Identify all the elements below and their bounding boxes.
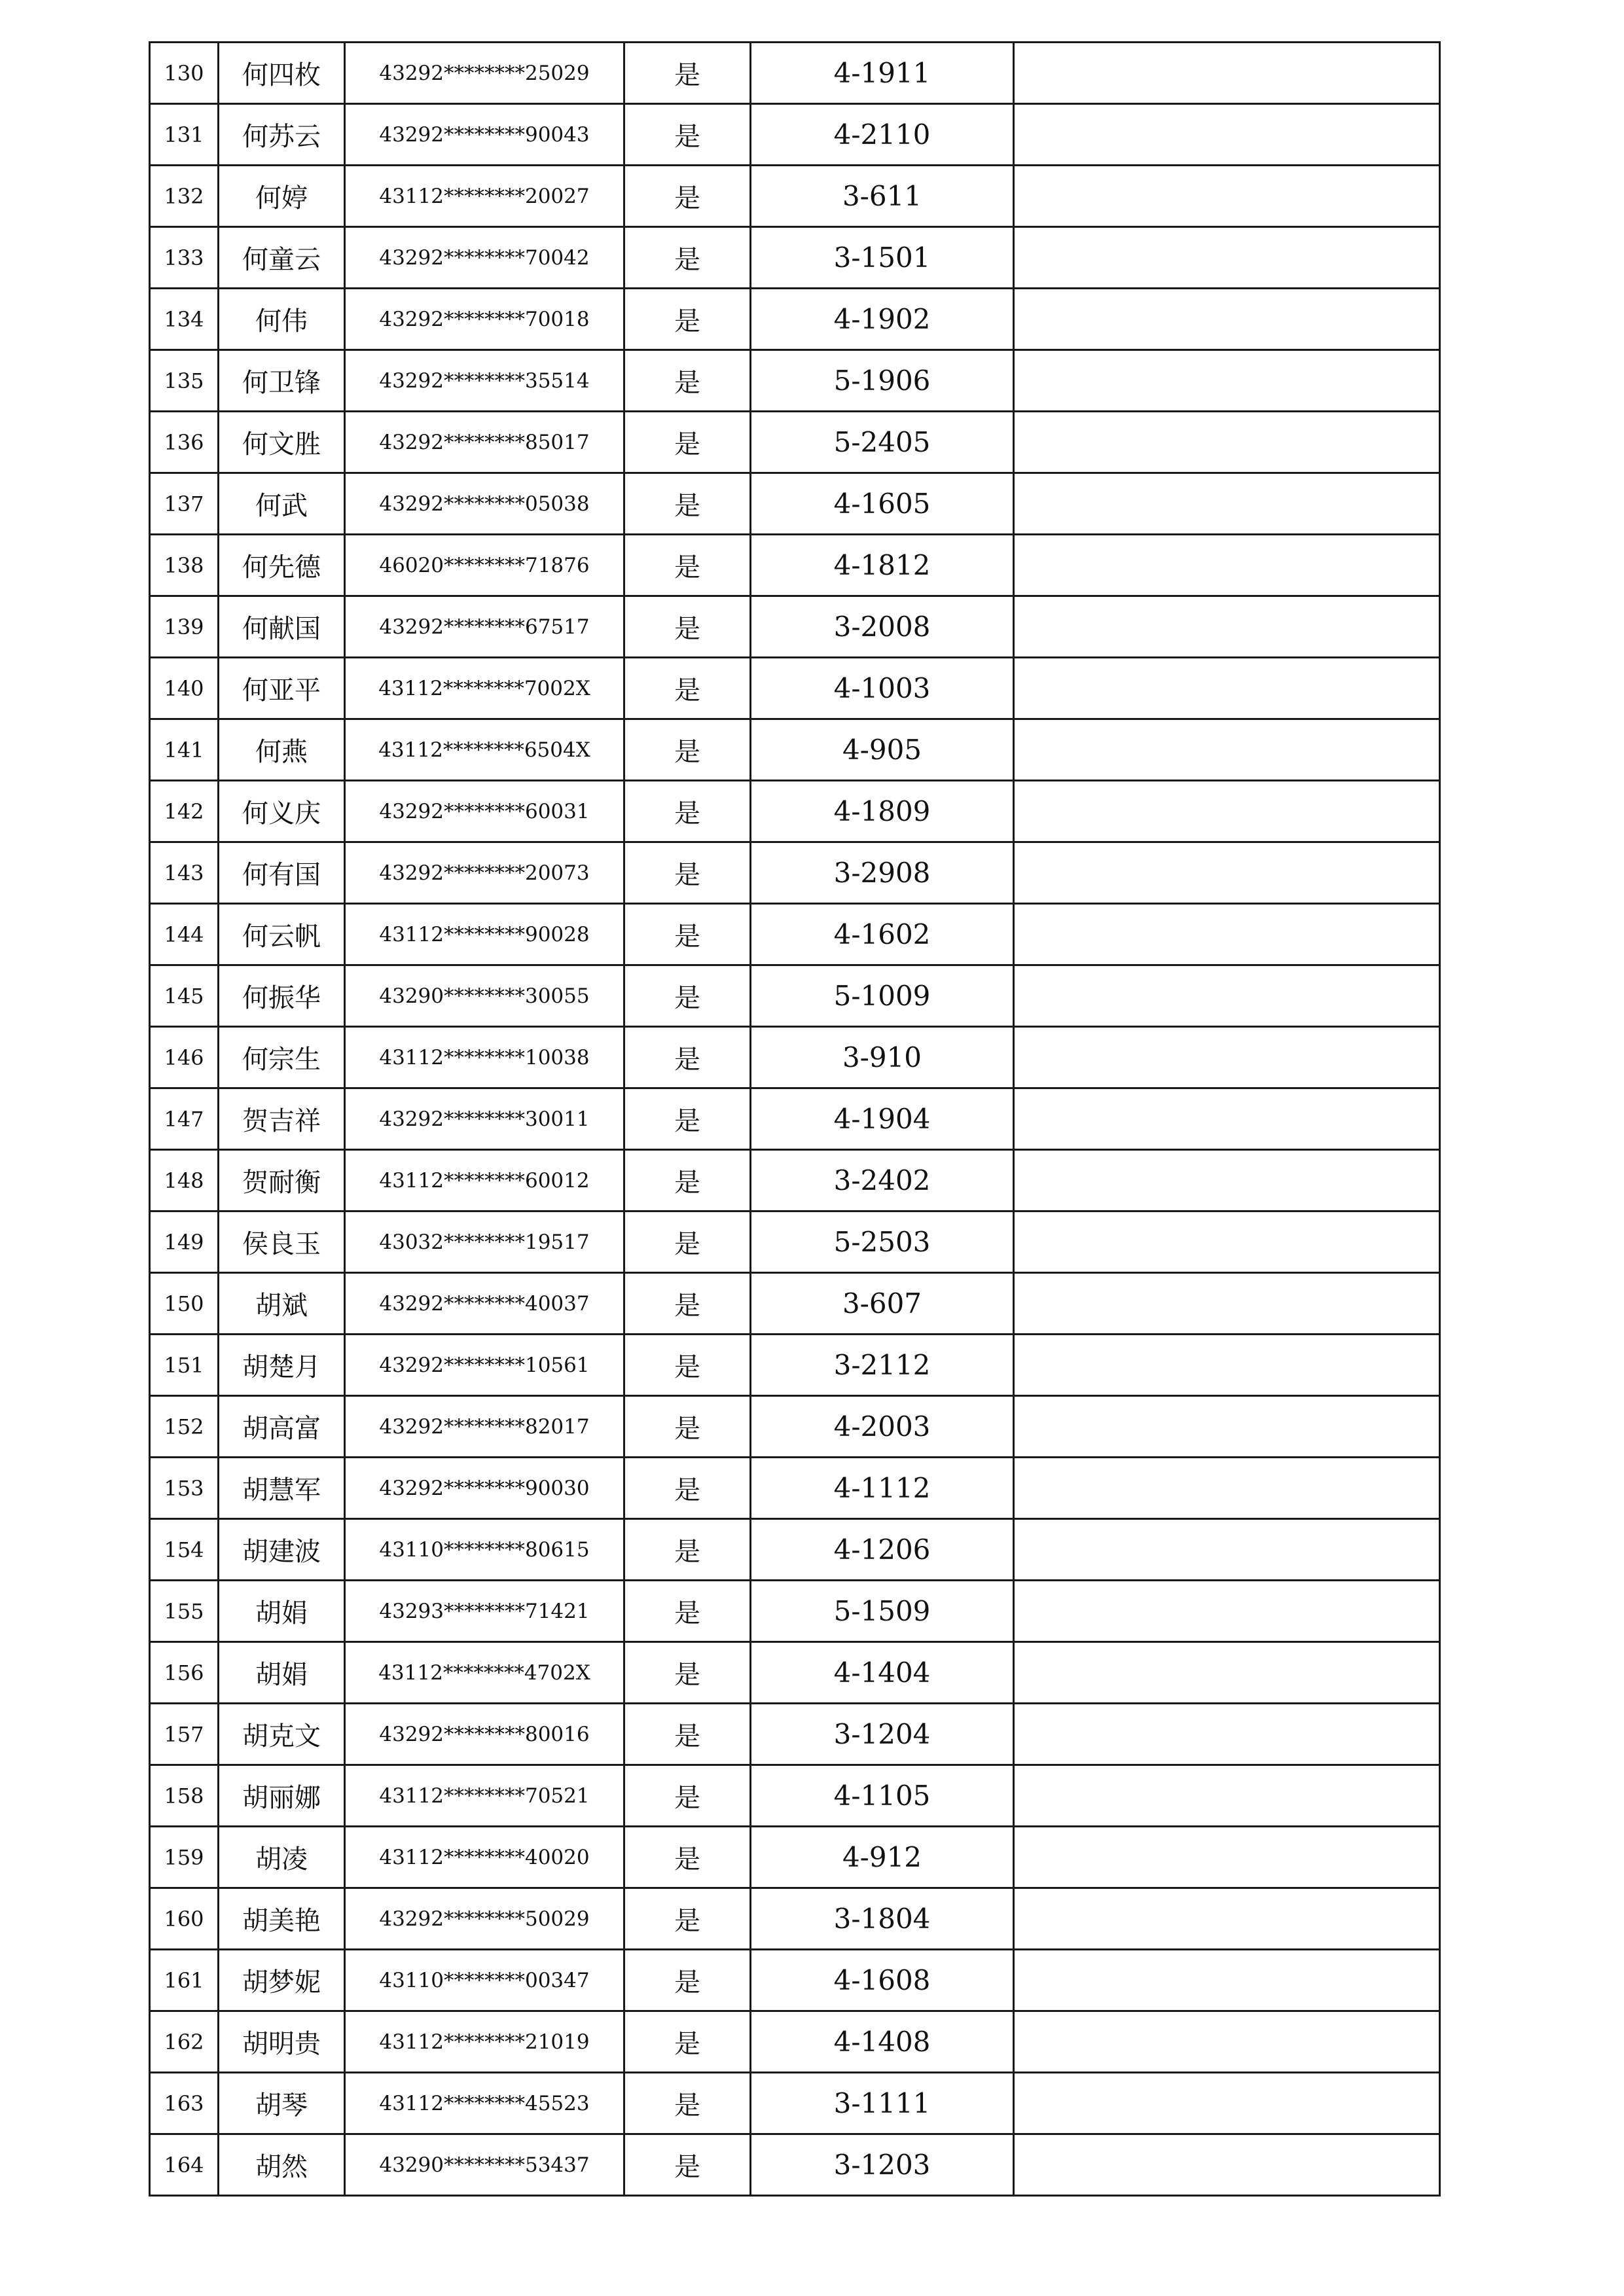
name-cell: 何伟 [219, 289, 345, 350]
roster-table-body [150, 43, 1440, 2196]
room-number-cell: 3-1501 [751, 227, 1014, 289]
note-cell [1014, 1888, 1440, 1950]
name-cell: 胡建波 [219, 1519, 345, 1581]
name-cell: 何云帆 [219, 904, 345, 965]
row-number-cell: 142 [150, 781, 219, 842]
room-number-cell: 3-2402 [751, 1150, 1014, 1211]
name-cell: 胡明贵 [219, 2011, 345, 2073]
name-cell: 何武 [219, 473, 345, 535]
id-number-cell: 43290********30055 [345, 965, 624, 1027]
room-number-cell: 4-1911 [751, 43, 1014, 104]
row-number-cell: 140 [150, 658, 219, 719]
flag-cell: 是 [624, 658, 751, 719]
id-number-cell: 43112********4702X [345, 1642, 624, 1704]
room-number-cell: 3-607 [751, 1273, 1014, 1335]
id-number-cell: 43112********21019 [345, 2011, 624, 2073]
room-number-cell: 4-1608 [751, 1950, 1014, 2011]
room-number-cell: 3-910 [751, 1027, 1014, 1088]
room-number-cell: 3-2008 [751, 596, 1014, 658]
flag-cell: 是 [624, 1519, 751, 1581]
note-cell [1014, 904, 1440, 965]
room-number-cell: 4-1605 [751, 473, 1014, 535]
room-number-cell: 5-2503 [751, 1211, 1014, 1273]
id-number-cell: 43112********20027 [345, 166, 624, 227]
note-cell [1014, 350, 1440, 412]
flag-cell: 是 [624, 1704, 751, 1765]
note-cell [1014, 227, 1440, 289]
row-number-cell: 132 [150, 166, 219, 227]
row-number-cell: 145 [150, 965, 219, 1027]
room-number-cell: 3-2112 [751, 1335, 1014, 1396]
row-number-cell: 150 [150, 1273, 219, 1335]
room-number-cell: 4-912 [751, 1827, 1014, 1888]
flag-cell: 是 [624, 1150, 751, 1211]
room-number-cell: 4-2110 [751, 104, 1014, 166]
row-number-cell: 131 [150, 104, 219, 166]
table-row [150, 904, 1440, 965]
room-number-cell: 4-1812 [751, 535, 1014, 596]
note-cell [1014, 1088, 1440, 1150]
id-number-cell: 43112********40020 [345, 1827, 624, 1888]
table-row [150, 1088, 1440, 1150]
row-number-cell: 146 [150, 1027, 219, 1088]
id-number-cell: 43290********53437 [345, 2134, 624, 2196]
row-number-cell: 149 [150, 1211, 219, 1273]
note-cell [1014, 596, 1440, 658]
id-number-cell: 43292********30011 [345, 1088, 624, 1150]
room-number-cell: 4-1105 [751, 1765, 1014, 1827]
table-row [150, 1950, 1440, 2011]
table-row [150, 1458, 1440, 1519]
row-number-cell: 152 [150, 1396, 219, 1458]
roster-table [149, 41, 1441, 2197]
table-row [150, 1827, 1440, 1888]
name-cell: 胡然 [219, 2134, 345, 2196]
room-number-cell: 4-1003 [751, 658, 1014, 719]
row-number-cell: 138 [150, 535, 219, 596]
room-number-cell: 3-1203 [751, 2134, 1014, 2196]
flag-cell: 是 [624, 1335, 751, 1396]
id-number-cell: 43292********90030 [345, 1458, 624, 1519]
id-number-cell: 43292********85017 [345, 412, 624, 473]
note-cell [1014, 2073, 1440, 2134]
id-number-cell: 43292********70018 [345, 289, 624, 350]
room-number-cell: 3-1804 [751, 1888, 1014, 1950]
id-number-cell: 43293********71421 [345, 1581, 624, 1642]
row-number-cell: 144 [150, 904, 219, 965]
row-number-cell: 154 [150, 1519, 219, 1581]
id-number-cell: 43292********60031 [345, 781, 624, 842]
id-number-cell: 43112********90028 [345, 904, 624, 965]
name-cell: 何文胜 [219, 412, 345, 473]
flag-cell: 是 [624, 1027, 751, 1088]
id-number-cell: 43292********80016 [345, 1704, 624, 1765]
id-number-cell: 43292********10561 [345, 1335, 624, 1396]
note-cell [1014, 1642, 1440, 1704]
flag-cell: 是 [624, 412, 751, 473]
id-number-cell: 43292********50029 [345, 1888, 624, 1950]
flag-cell: 是 [624, 1088, 751, 1150]
table-row [150, 166, 1440, 227]
flag-cell: 是 [624, 104, 751, 166]
table-row [150, 658, 1440, 719]
id-number-cell: 43112********6504X [345, 719, 624, 781]
name-cell: 胡凌 [219, 1827, 345, 1888]
row-number-cell: 135 [150, 350, 219, 412]
flag-cell: 是 [624, 596, 751, 658]
note-cell [1014, 1827, 1440, 1888]
name-cell: 胡娟 [219, 1581, 345, 1642]
flag-cell: 是 [624, 43, 751, 104]
flag-cell: 是 [624, 1458, 751, 1519]
name-cell: 何亚平 [219, 658, 345, 719]
name-cell: 何义庆 [219, 781, 345, 842]
flag-cell: 是 [624, 842, 751, 904]
name-cell: 侯良玉 [219, 1211, 345, 1273]
id-number-cell: 46020********71876 [345, 535, 624, 596]
note-cell [1014, 2011, 1440, 2073]
flag-cell: 是 [624, 719, 751, 781]
row-number-cell: 130 [150, 43, 219, 104]
room-number-cell: 5-2405 [751, 412, 1014, 473]
name-cell: 胡娟 [219, 1642, 345, 1704]
name-cell: 胡梦妮 [219, 1950, 345, 2011]
table-row [150, 719, 1440, 781]
note-cell [1014, 289, 1440, 350]
room-number-cell: 4-1904 [751, 1088, 1014, 1150]
row-number-cell: 163 [150, 2073, 219, 2134]
table-row [150, 1765, 1440, 1827]
row-number-cell: 161 [150, 1950, 219, 2011]
room-number-cell: 5-1509 [751, 1581, 1014, 1642]
id-number-cell: 43292********67517 [345, 596, 624, 658]
flag-cell: 是 [624, 1581, 751, 1642]
id-number-cell: 43112********10038 [345, 1027, 624, 1088]
note-cell [1014, 1950, 1440, 2011]
id-number-cell: 43292********82017 [345, 1396, 624, 1458]
table-row [150, 1888, 1440, 1950]
table-row [150, 289, 1440, 350]
note-cell [1014, 1519, 1440, 1581]
room-number-cell: 3-2908 [751, 842, 1014, 904]
table-row [150, 1704, 1440, 1765]
note-cell [1014, 473, 1440, 535]
room-number-cell: 4-1206 [751, 1519, 1014, 1581]
id-number-cell: 43110********80615 [345, 1519, 624, 1581]
flag-cell: 是 [624, 1211, 751, 1273]
table-row [150, 2011, 1440, 2073]
room-number-cell: 5-1906 [751, 350, 1014, 412]
note-cell [1014, 166, 1440, 227]
flag-cell: 是 [624, 904, 751, 965]
row-number-cell: 133 [150, 227, 219, 289]
name-cell: 何卫锋 [219, 350, 345, 412]
name-cell: 贺耐衡 [219, 1150, 345, 1211]
name-cell: 胡斌 [219, 1273, 345, 1335]
row-number-cell: 158 [150, 1765, 219, 1827]
id-number-cell: 43292********25029 [345, 43, 624, 104]
table-row [150, 104, 1440, 166]
row-number-cell: 153 [150, 1458, 219, 1519]
table-row [150, 1150, 1440, 1211]
name-cell: 胡慧军 [219, 1458, 345, 1519]
table-row [150, 596, 1440, 658]
id-number-cell: 43032********19517 [345, 1211, 624, 1273]
id-number-cell: 43292********20073 [345, 842, 624, 904]
row-number-cell: 159 [150, 1827, 219, 1888]
note-cell [1014, 43, 1440, 104]
room-number-cell: 4-1902 [751, 289, 1014, 350]
flag-cell: 是 [624, 1950, 751, 2011]
note-cell [1014, 412, 1440, 473]
table-row [150, 1335, 1440, 1396]
room-number-cell: 4-905 [751, 719, 1014, 781]
id-number-cell: 43292********40037 [345, 1273, 624, 1335]
name-cell: 何四枚 [219, 43, 345, 104]
name-cell: 何先德 [219, 535, 345, 596]
name-cell: 何燕 [219, 719, 345, 781]
table-row [150, 1396, 1440, 1458]
table-row [150, 1642, 1440, 1704]
name-cell: 何婷 [219, 166, 345, 227]
id-number-cell: 43110********00347 [345, 1950, 624, 2011]
table-row [150, 2073, 1440, 2134]
flag-cell: 是 [624, 227, 751, 289]
row-number-cell: 141 [150, 719, 219, 781]
table-row [150, 1273, 1440, 1335]
id-number-cell: 43292********90043 [345, 104, 624, 166]
note-cell [1014, 965, 1440, 1027]
note-cell [1014, 719, 1440, 781]
room-number-cell: 4-1112 [751, 1458, 1014, 1519]
table-row [150, 412, 1440, 473]
name-cell: 何献国 [219, 596, 345, 658]
room-number-cell: 3-611 [751, 166, 1014, 227]
flag-cell: 是 [624, 2011, 751, 2073]
table-row [150, 1581, 1440, 1642]
id-number-cell: 43292********05038 [345, 473, 624, 535]
row-number-cell: 136 [150, 412, 219, 473]
flag-cell: 是 [624, 1827, 751, 1888]
row-number-cell: 157 [150, 1704, 219, 1765]
flag-cell: 是 [624, 781, 751, 842]
note-cell [1014, 535, 1440, 596]
room-number-cell: 3-1111 [751, 2073, 1014, 2134]
room-number-cell: 4-1408 [751, 2011, 1014, 2073]
id-number-cell: 43112********45523 [345, 2073, 624, 2134]
flag-cell: 是 [624, 166, 751, 227]
note-cell [1014, 1704, 1440, 1765]
row-number-cell: 160 [150, 1888, 219, 1950]
note-cell [1014, 1273, 1440, 1335]
id-number-cell: 43292********35514 [345, 350, 624, 412]
note-cell [1014, 2134, 1440, 2196]
row-number-cell: 162 [150, 2011, 219, 2073]
room-number-cell: 4-1404 [751, 1642, 1014, 1704]
name-cell: 何有国 [219, 842, 345, 904]
name-cell: 何振华 [219, 965, 345, 1027]
flag-cell: 是 [624, 350, 751, 412]
note-cell [1014, 1458, 1440, 1519]
row-number-cell: 137 [150, 473, 219, 535]
flag-cell: 是 [624, 1642, 751, 1704]
id-number-cell: 43292********70042 [345, 227, 624, 289]
table-row [150, 965, 1440, 1027]
table-row [150, 350, 1440, 412]
name-cell: 胡琴 [219, 2073, 345, 2134]
flag-cell: 是 [624, 473, 751, 535]
name-cell: 何童云 [219, 227, 345, 289]
name-cell: 何苏云 [219, 104, 345, 166]
row-number-cell: 155 [150, 1581, 219, 1642]
name-cell: 胡高富 [219, 1396, 345, 1458]
name-cell: 胡楚月 [219, 1335, 345, 1396]
row-number-cell: 151 [150, 1335, 219, 1396]
row-number-cell: 147 [150, 1088, 219, 1150]
table-row [150, 535, 1440, 596]
table-row [150, 227, 1440, 289]
note-cell [1014, 1150, 1440, 1211]
room-number-cell: 5-1009 [751, 965, 1014, 1027]
id-number-cell: 43112********7002X [345, 658, 624, 719]
id-number-cell: 43112********70521 [345, 1765, 624, 1827]
note-cell [1014, 1396, 1440, 1458]
flag-cell: 是 [624, 2134, 751, 2196]
row-number-cell: 148 [150, 1150, 219, 1211]
flag-cell: 是 [624, 2073, 751, 2134]
room-number-cell: 4-1809 [751, 781, 1014, 842]
note-cell [1014, 1211, 1440, 1273]
flag-cell: 是 [624, 1888, 751, 1950]
table-row [150, 1027, 1440, 1088]
table-row [150, 842, 1440, 904]
table-row [150, 781, 1440, 842]
id-number-cell: 43112********60012 [345, 1150, 624, 1211]
note-cell [1014, 1765, 1440, 1827]
name-cell: 胡美艳 [219, 1888, 345, 1950]
note-cell [1014, 781, 1440, 842]
row-number-cell: 156 [150, 1642, 219, 1704]
row-number-cell: 164 [150, 2134, 219, 2196]
row-number-cell: 139 [150, 596, 219, 658]
note-cell [1014, 658, 1440, 719]
note-cell [1014, 1335, 1440, 1396]
row-number-cell: 134 [150, 289, 219, 350]
flag-cell: 是 [624, 965, 751, 1027]
name-cell: 胡丽娜 [219, 1765, 345, 1827]
note-cell [1014, 1581, 1440, 1642]
flag-cell: 是 [624, 289, 751, 350]
flag-cell: 是 [624, 1765, 751, 1827]
room-number-cell: 3-1204 [751, 1704, 1014, 1765]
note-cell [1014, 104, 1440, 166]
table-row [150, 1519, 1440, 1581]
room-number-cell: 4-1602 [751, 904, 1014, 965]
note-cell [1014, 842, 1440, 904]
room-number-cell: 4-2003 [751, 1396, 1014, 1458]
flag-cell: 是 [624, 535, 751, 596]
name-cell: 贺吉祥 [219, 1088, 345, 1150]
flag-cell: 是 [624, 1396, 751, 1458]
row-number-cell: 143 [150, 842, 219, 904]
name-cell: 何宗生 [219, 1027, 345, 1088]
name-cell: 胡克文 [219, 1704, 345, 1765]
table-row [150, 43, 1440, 104]
note-cell [1014, 1027, 1440, 1088]
table-row [150, 473, 1440, 535]
table-row [150, 2134, 1440, 2196]
flag-cell: 是 [624, 1273, 751, 1335]
table-row [150, 1211, 1440, 1273]
